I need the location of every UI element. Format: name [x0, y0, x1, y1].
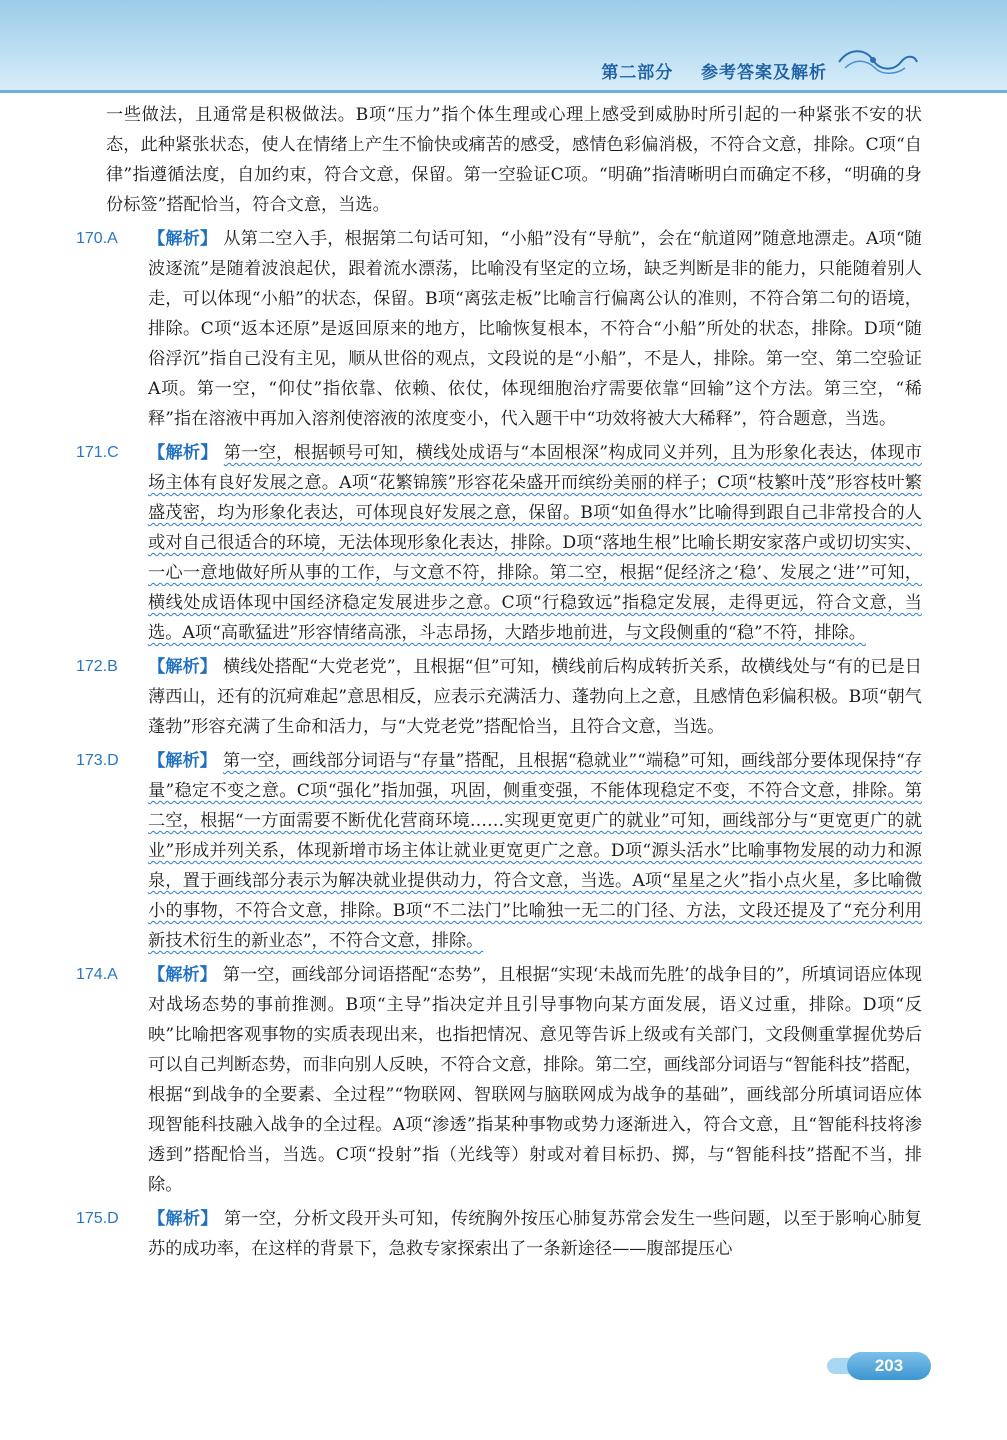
analysis-body: 从第二空入手，根据第二句话可知，“小船”没有“导航”，会在“航道网”随意地漂走。A项“随波逐流”是随着波浪起伏，跟着流水漂荡，比喻没有坚定的立场，缺乏判断是非的能力，只能随着别人走，可以体现“小船”的状态，保留。B项“离弦走板”比喻言行偏离公认的准则，不符合第二句的语境，排除。C项“返本还原”是返回原来的地方，比喻恢复根本，不符合“小船”所处的状态，排除。D项“随俗浮沉”指自己没有主见，顺从世俗的观点，文段说的是“小船”，不是人，排除。第一空、第二空验证A项。第一空，“仰仗”指依靠、依赖、依仗，体现细胞治疗需要依靠“回输”这个方法。第三空，“稀释”指在溶液中再加入溶剂使溶液的浓度变小，代入题干中“功效将被大大稀释”，符合题意，当选。 — [148, 229, 922, 429]
header-title: 第二部分 参考答案及解析 — [601, 63, 827, 83]
answer-text — [148, 746, 922, 956]
analysis-body: 第一空，根据顿号可知，横线处成语与“本固根深”构成同义并列，且为形象化表达，体现市场主体有良好发展之意。A项“花繁锦簇”形容花朵盛开而缤纷美丽的样子；C项“枝繁叶茂”形容枝叶繁盛茂密，均为形象化表达，可体现良好发展之意，保留。B项“如鱼得水”比喻得到跟自己非常投合的人或对自己很适合的环境，无法体现形象化表达，排除。D项“落地生根”比喻长期安家落户或切切实实、一心一意地做好所从事的工作，与文意不符，排除。第二空，根据“促经济之‘稳’、发展之‘进’”可知，横线处成语体现中国经济稳定发展进步之意。C项“行稳致远”指稳定发展，走得更远，符合文意，当选。A项“高歌猛进”形容情绪高涨，斗志昂扬，大踏步地前进，与文段侧重的“稳”不符，排除。 — [148, 443, 922, 643]
question-number: 174.A — [76, 966, 118, 983]
answer-text — [148, 438, 922, 648]
intro-paragraph: 一些做法，且通常是积极做法。B项“压力”指个体生理或心理上感受到威胁时所引起的一种紧张不安的状态，此种紧张状态，使人在情绪上产生不愉快或痛苦的感受，感情色彩偏消极，不符合文意，排除。C项“自律”指遵循法度，自加约束，符合文意，保留。第一空验证C项。“明确”指清晰明白而确定不移，“明确的身份标签”搭配恰当，符合文意，当选。 — [106, 105, 922, 215]
answer-text — [148, 652, 922, 742]
analysis-body: 第一空，分析文段开头可知，传统胸外按压心肺复苏常会发生一些问题，以至于影响心肺复苏的成功率，在这样的背景下，急救专家探索出了一条新途径——腹部提压心 — [148, 1209, 922, 1259]
analysis-tag: 【解析】 — [148, 965, 217, 985]
answer-entry — [76, 960, 922, 1200]
ornament-swirl-icon — [835, 44, 919, 78]
question-number: 170.A — [76, 230, 118, 247]
page-number: 203 — [847, 1352, 931, 1380]
analysis-tag: 【解析】 — [148, 443, 218, 463]
answer-entry — [76, 438, 922, 648]
answer-entry — [76, 1204, 922, 1264]
answer-entry — [76, 652, 922, 742]
analysis-body: 第一空，画线部分词语搭配“态势”，且根据“实现‘未战而先胜’的战争目的”，所填词语应体现对战场态势的事前推测。B项“主导”指决定并且引导事物向某方面发展，语义过重，排除。D项“反映”比喻把客观事物的实质表现出来，也指把情况、意见等告诉上级或有关部门，文段侧重掌握优势后可以自己判断态势，而非向别人反映，不符合文意，排除。第二空，画线部分词语与“智能科技”搭配，根据“到战争的全要素、全过程”“物联网、智联网与脑联网成为战争的基础”，画线部分所填词语应体现智能科技融入战争的全过程。A项“渗透”指某种事物或势力逐渐进入，符合文意，且“智能科技将渗透到”搭配恰当，当选。C项“投射”指（光线等）射或对着目标扔、掷，与“智能科技”搭配不当，排除。 — [148, 965, 922, 1195]
answer-content — [76, 100, 922, 1268]
analysis-body: 第一空，画线部分词语与“存量”搭配，且根据“稳就业”“端稳”可知，画线部分要体现保持“存量”稳定不变之意。C项“强化”指加强，巩固，侧重变强，不能体现稳定不变，不符合文意，排除。第二空，根据“一方面需要不断优化营商环境……实现更宽更广的就业”可知，画线部分与“更宽更广的就业”形成并列关系，体现新增市场主体让就业更宽更广之意。D项“源头活水”比喻事物发展的动力和源泉，置于画线部分表示为解决就业提供动力，符合文意，当选。A项“星星之火”指小点火星，多比喻微小的事物，不符合文意，排除。B项“不二法门”比喻独一无二的门径、方法，文段还提及了“充分利用新技术衍生的新业态”，不符合文意，排除。 — [148, 751, 922, 951]
analysis-tag: 【解析】 — [148, 1209, 218, 1229]
answer-text — [148, 960, 922, 1200]
question-number: 175.D — [76, 1210, 119, 1227]
answer-entry — [76, 224, 922, 434]
answer-entry — [76, 746, 922, 956]
question-number: 171.C — [76, 444, 119, 461]
analysis-tag: 【解析】 — [148, 657, 217, 677]
page-header — [0, 0, 1007, 93]
analysis-tag: 【解析】 — [148, 751, 217, 771]
answer-text — [148, 1204, 922, 1264]
analysis-tag: 【解析】 — [148, 229, 218, 249]
question-number: 173.D — [76, 752, 119, 769]
answer-text — [148, 224, 922, 434]
analysis-body: 横线处搭配“大党老党”，且根据“但”可知，横线前后构成转折关系，故横线处与“有的已是日薄西山，还有的沉疴难起”意思相反，应表示充满活力、蓬勃向上之意，且感情色彩偏积极。B项“朝气蓬勃”形容充满了生命和活力，与“大党老党”搭配恰当，且符合文意，当选。 — [148, 657, 922, 737]
question-number: 172.B — [76, 658, 118, 675]
